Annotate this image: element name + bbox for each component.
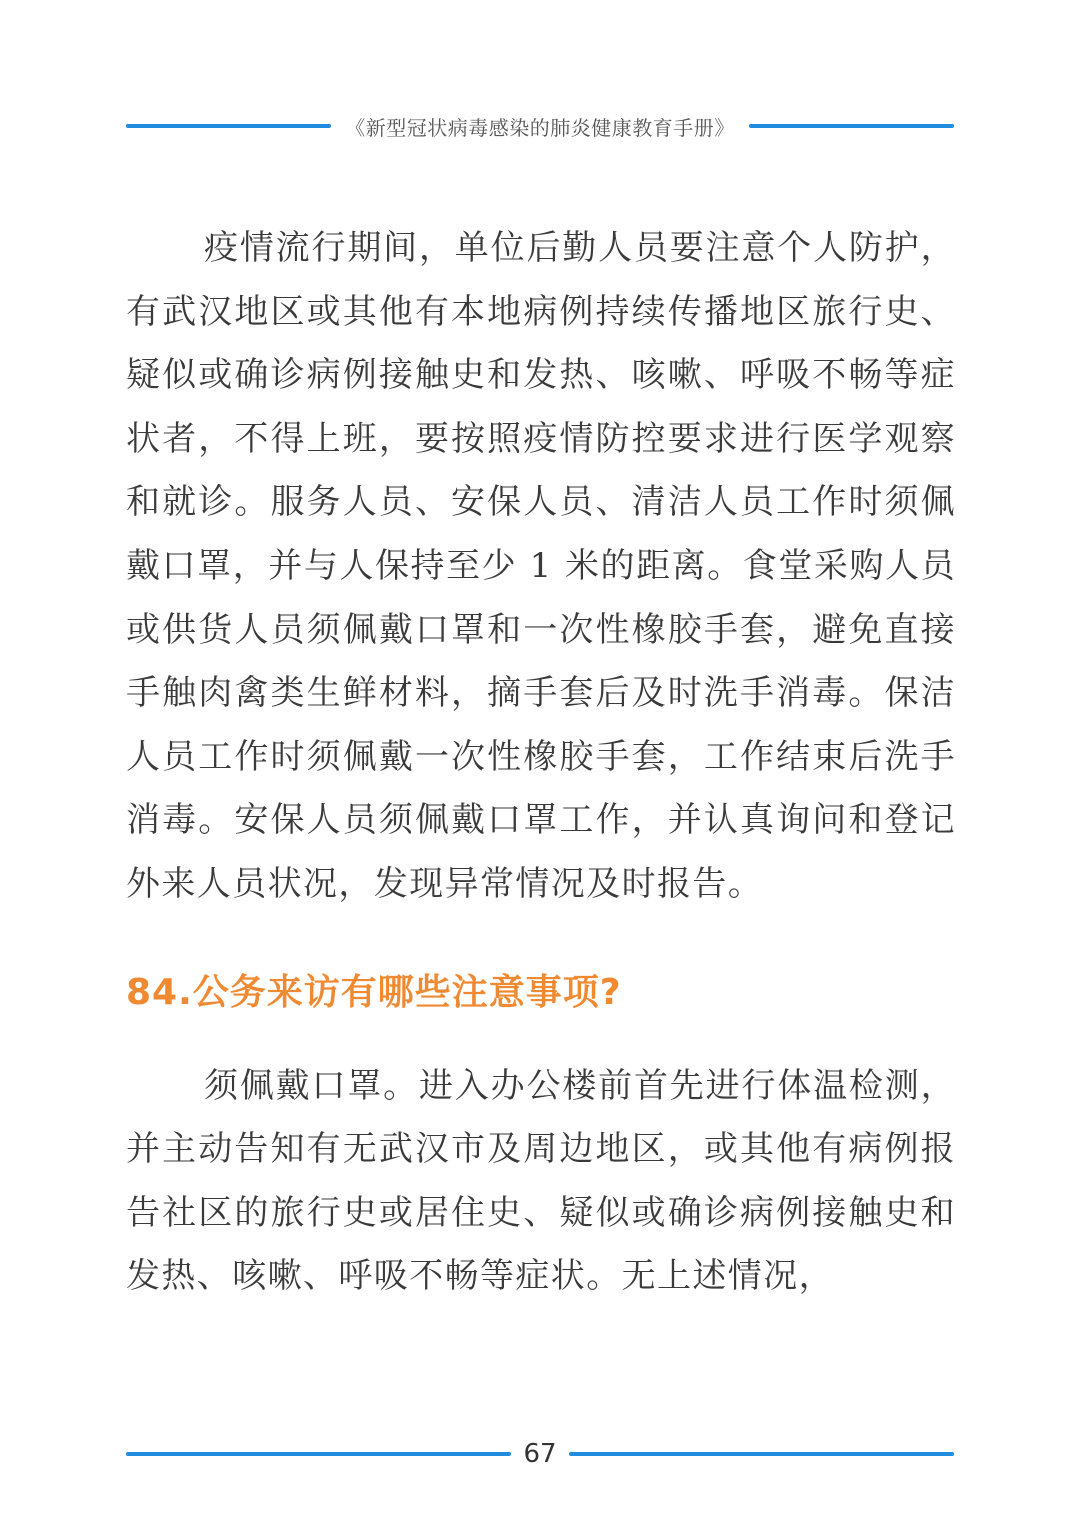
page-number: 67	[523, 1439, 557, 1469]
page-content	[126, 217, 956, 1309]
header-rule-left	[126, 124, 331, 128]
section-heading: 84.公务来访有哪些注意事项?	[126, 971, 622, 1013]
footer-rule-left	[126, 1452, 511, 1456]
body-paragraph-2: 须佩戴口罩。进入办公楼前首先进行体温检测，并主动告知有无武汉市及周边地区，或其他有病例报告社区的旅行史或居住史、疑似或确诊病例接触史和发热、咳嗽、呼吸不畅等症状。无上述情况，	[126, 1065, 956, 1297]
body-paragraph-1: 疫情流行期间，单位后勤人员要注意个人防护，有武汉地区或其他有本地病例持续传播地区旅行史、疑似或确诊病例接触史和发热、咳嗽、呼吸不畅等症状者，不得上班，要按照疫情防控要求进行医学观察和就诊。服务人员、安保人员、清洁人员工作时须佩戴口罩，并与人保持至少 1 米的距离。食堂采购人员或供货人员须佩戴口罩和一次性橡胶手套，避免直接手触肉禽类生鲜材料，摘手套后及时洗手消毒。保洁人员工作时须佩戴一次性橡胶手套，工作结束后洗手消毒。安保人员须佩戴口罩工作，并认真询问和登记外来人员状况，发现异常情况及时报告。	[126, 228, 956, 904]
book-title: 《新型冠状病毒感染的肺炎健康教育手册》	[345, 115, 735, 140]
page-header	[126, 104, 954, 148]
header-rule-right	[749, 124, 954, 128]
page-footer	[126, 1434, 954, 1474]
footer-rule-right	[569, 1452, 954, 1456]
